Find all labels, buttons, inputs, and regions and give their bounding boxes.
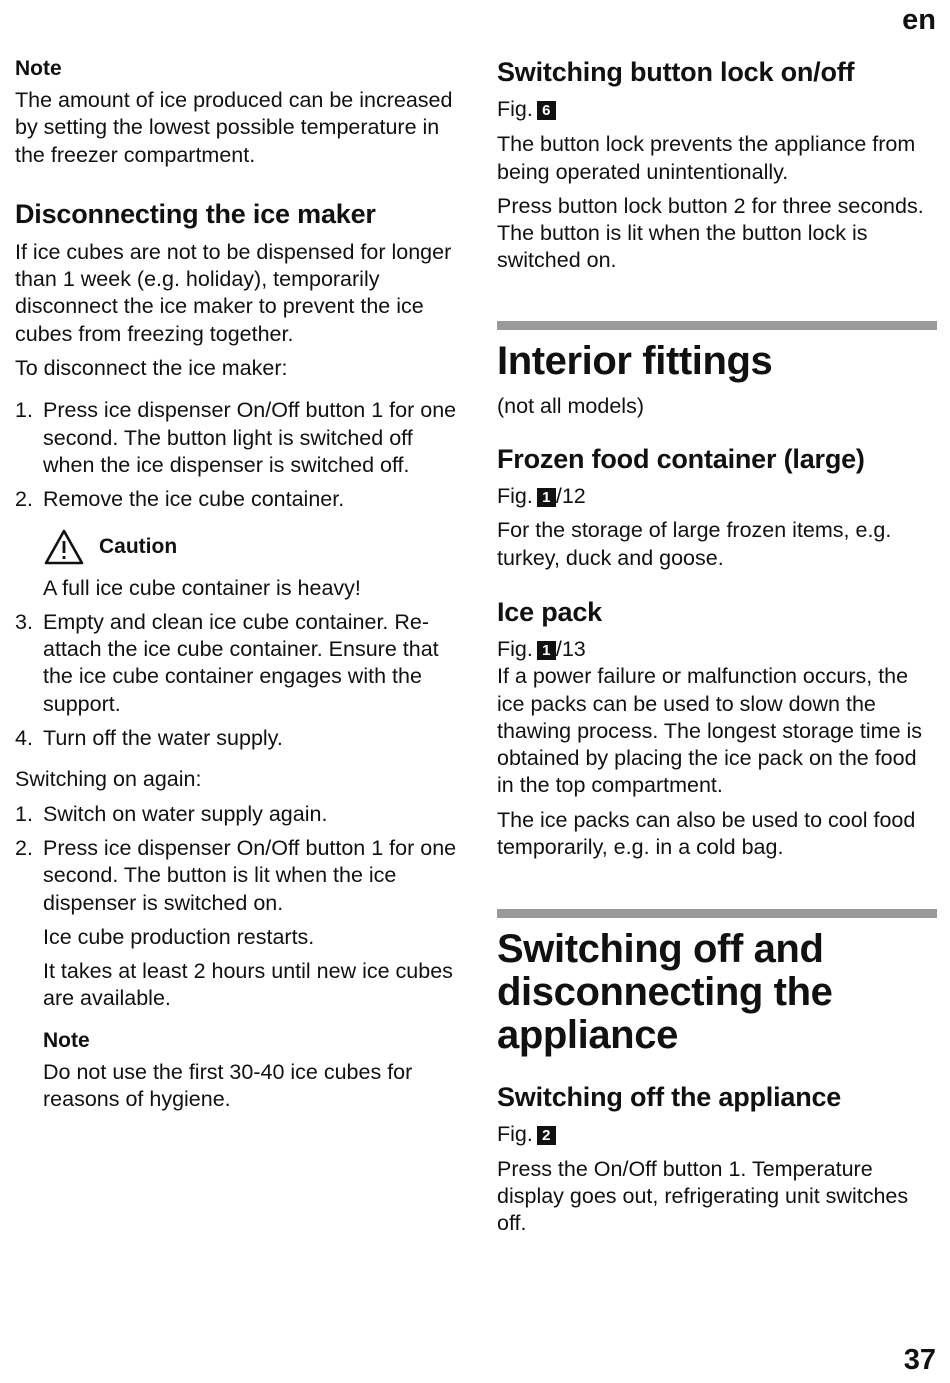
- note-title: Note: [43, 1028, 90, 1052]
- steps-list-b: [15, 609, 460, 752]
- switchoff-heading: Switching off and disconnecting the appliance: [497, 927, 833, 1058]
- disconnect-lead: To disconnect the ice maker:: [15, 356, 288, 381]
- list-item: 2. Remove the ice cube container.: [15, 487, 345, 512]
- right-column: [497, 56, 937, 1238]
- lock-heading: Switching button lock on/off: [497, 57, 855, 87]
- frozen-heading: Frozen food container (large): [497, 444, 865, 475]
- icepack-heading: Ice pack: [497, 596, 602, 627]
- left-column: [15, 56, 460, 1113]
- lock-fig-ref: Fig. 6: [497, 96, 937, 123]
- page-number: 37: [903, 1344, 936, 1376]
- switchoff-text: Press the On/Off button 1. Temperature display goes out, refrigerating unit switches off.: [497, 1156, 909, 1236]
- note-text: Do not use the first 30-40 ice cubes for reasons of hygiene.: [43, 1059, 413, 1112]
- list-item: 4. Turn off the water supply.: [15, 726, 283, 751]
- interior-heading: Interior fittings: [497, 338, 773, 383]
- note-text: The amount of ice produced can be increased by setting the lowest possible temperature in the freezer compartment.: [15, 88, 453, 167]
- steps-list-c: [15, 801, 460, 917]
- icepack-text: The ice packs can also be used to cool food temporarily, e.g. in a cold bag.: [497, 807, 916, 860]
- figure-number-box: 6: [537, 101, 556, 120]
- warning-triangle-icon: [43, 528, 85, 566]
- disconnect-intro: If ice cubes are not to be dispensed for longer than 1 week (e.g. holiday), temporarily disconnect the ice maker to prevent the ice cubes from freezing together.: [15, 239, 452, 346]
- restart-text: Ice cube production restarts.: [43, 924, 315, 949]
- switchoff-subheading: Switching off the appliance: [497, 1082, 842, 1113]
- list-item: 3. Empty and clean ice cube container. Re-attach the ice cube container. Ensure that the ice cube container engages with the support.: [15, 609, 439, 716]
- list-item: 1. Press ice dispenser On/Off button 1 for one second. The button light is switched off when the ice dispenser is switched off.: [15, 398, 457, 477]
- icepack-text: If a power failure or malfunction occurs, the ice packs can be used to slow down the thawing process. The longest storage time is obtained by placing the ice pack on the food in the top compartment.: [497, 664, 923, 798]
- switch-on-lead: Switching on again:: [15, 767, 202, 792]
- figure-number-box: 1: [537, 488, 556, 507]
- figure-number-box: 1: [537, 641, 556, 660]
- figure-number-box: 2: [537, 1126, 556, 1145]
- lock-text: The button lock prevents the appliance from being operated unintentionally.: [497, 132, 916, 184]
- caution-text: A full ice cube container is heavy!: [43, 575, 361, 600]
- language-tag: en: [902, 4, 936, 36]
- lock-text: Press button lock button 2 for three seconds. The button is lit when the button lock is switched on.: [497, 193, 924, 273]
- icepack-fig-ref: Fig. 1 /13: [497, 636, 586, 661]
- disconnect-heading: Disconnecting the ice maker: [15, 198, 376, 229]
- note-title: Note: [15, 57, 62, 80]
- hours-text: It takes at least 2 hours until new ice cubes are available.: [43, 959, 453, 1011]
- list-item: 2. Press ice dispenser On/Off button 1 for one second. The button is lit when the ice dispenser is switched on.: [15, 835, 457, 915]
- section-rule: [497, 321, 937, 330]
- steps-list-a: [15, 397, 460, 513]
- caution-block: [43, 528, 460, 566]
- frozen-text: For the storage of large frozen items, e.g. turkey, duck and goose.: [497, 518, 892, 570]
- interior-sub: (not all models): [497, 393, 644, 418]
- frozen-fig-ref: Fig. 1 /12: [497, 484, 586, 509]
- list-item: 1. Switch on water supply again.: [15, 801, 328, 826]
- switchoff-fig-ref: Fig. 2: [497, 1121, 937, 1148]
- section-rule: [497, 909, 937, 918]
- caution-title: Caution: [99, 534, 178, 558]
